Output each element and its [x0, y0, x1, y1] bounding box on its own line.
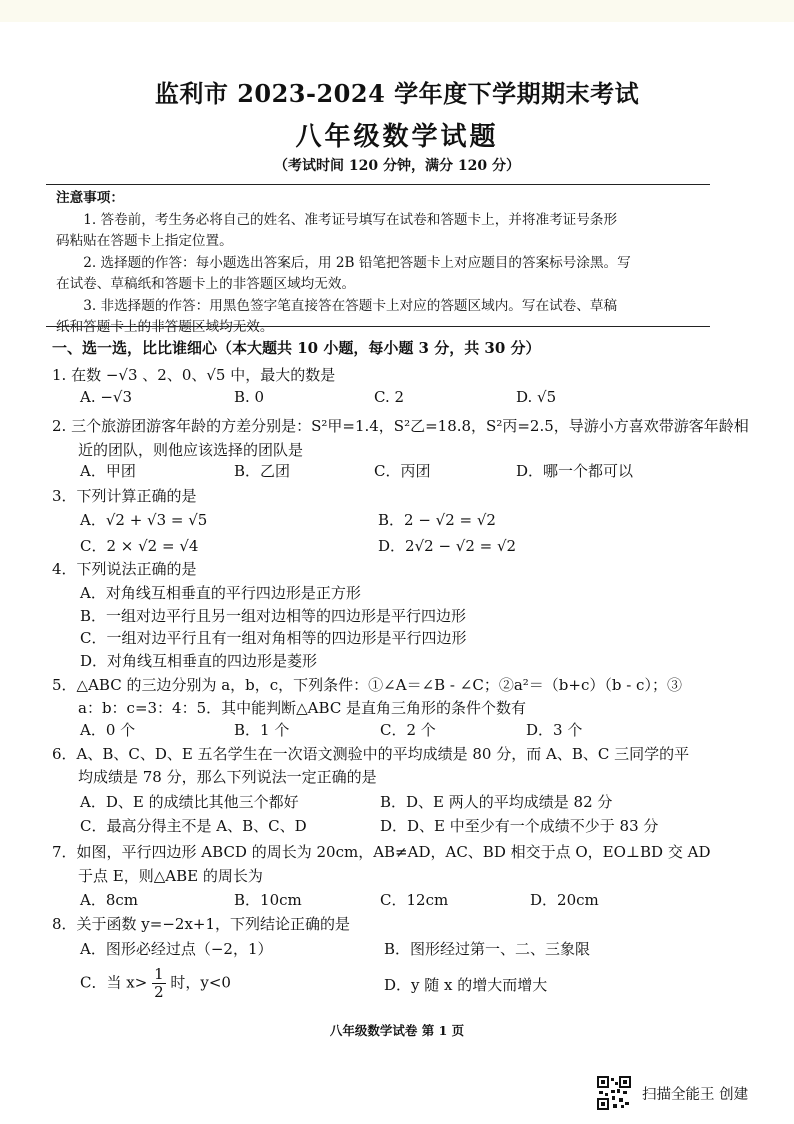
- q8-option-c-suffix: 时，y<0: [170, 973, 231, 992]
- note-2b: 在试卷、草稿纸和答题卡上的非答题区域均无效。: [56, 276, 356, 292]
- q6-option-d: D．D、E 中至少有一个成绩不少于 83 分: [380, 817, 659, 835]
- q3-option-c: C．2 × √2 = √4: [80, 537, 199, 555]
- q2-option-c: C．丙团: [374, 462, 431, 480]
- q4-option-d: D．对角线互相垂直的四边形是菱形: [80, 652, 318, 670]
- q1-option-d: D. √5: [516, 388, 557, 406]
- q7-stem-1: 7．如图，平行四边形 ABCD 的周长为 20cm，AB≠AD，AC、BD 相交于点 O，EO⊥BD 交 AD: [52, 843, 711, 861]
- q1-stem: 1. 在数 −√3 、2、0、√5 中，最大的数是: [52, 366, 336, 384]
- q4-option-a: A．对角线互相垂直的平行四边形是正方形: [80, 584, 361, 602]
- notes-heading: 注意事项：: [56, 190, 124, 206]
- q4-option-b: B．一组对边平行且另一组对边相等的四边形是平行四边形: [80, 607, 467, 625]
- q2-option-d: D．哪一个都可以: [516, 462, 634, 480]
- notes-top-rule: [46, 184, 710, 185]
- scanner-watermark: 扫描全能王 创建: [642, 1087, 749, 1103]
- exam-subtitle: 八年级数学试题: [295, 122, 499, 152]
- q3-stem: 3．下列计算正确的是: [52, 487, 197, 505]
- qr-code-icon: [597, 1076, 631, 1110]
- q5-option-a: A．0 个: [80, 721, 136, 739]
- section-heading: 一、选一选，比比谁细心（本大题共 10 小题，每小题 3 分，共 30 分）: [52, 339, 541, 357]
- note-1b: 码粘贴在答题卡上指定位置。: [56, 233, 233, 249]
- q8-option-c-prefix: C．当 x>: [80, 973, 148, 992]
- q6-option-a: A．D、E 的成绩比其他三个都好: [80, 793, 299, 811]
- q7-option-d: D．20cm: [530, 891, 599, 909]
- q1-option-c: C. 2: [374, 388, 405, 406]
- note-2a: 2. 选择题的作答：每小题选出答案后，用 2B 铅笔把答题卡上对应题目的答案标号涂黑。写: [83, 254, 631, 271]
- q6-stem-2: 均成绩是 78 分，那么下列说法一定正确的是: [78, 768, 377, 786]
- q8-option-a: A．图形必经过点（−2，1）: [80, 940, 273, 958]
- q5-stem-2: a：b：c=3：4：5．其中能判断△ABC 是直角三角形的条件个数有: [78, 699, 527, 717]
- q1-option-a: A. −√3: [80, 388, 133, 406]
- note-3a: 3. 非选择题的作答：用黑色签字笔直接答在答题卡上对应的答题区域内。写在试卷、草稿: [83, 297, 618, 314]
- q4-stem: 4．下列说法正确的是: [52, 560, 197, 578]
- q5-option-d: D．3 个: [526, 721, 583, 739]
- q7-option-c: C．12cm: [380, 891, 449, 909]
- q8-fraction: [152, 966, 166, 1001]
- note-1a: 1. 答卷前，考生务必将自己的姓名、准考证号填写在试卷和答题卡上，并将准考证号条形: [83, 211, 618, 228]
- q8-fraction-numerator: 1: [154, 965, 164, 983]
- q7-stem-2: 于点 E，则△ABE 的周长为: [78, 867, 263, 885]
- q7-option-b: B．10cm: [234, 891, 302, 909]
- q8-option-d: D．y 随 x 的增大而增大: [384, 976, 548, 994]
- q6-option-b: B．D、E 两人的平均成绩是 82 分: [380, 793, 613, 811]
- q5-option-c: C．2 个: [380, 721, 436, 739]
- q5-stem-1: 5．△ABC 的三边分别为 a，b，c，下列条件：①∠A＝∠B - ∠C；②a²＝（b+c）（b - c）；③: [52, 676, 682, 694]
- scan-top-band: [0, 0, 794, 22]
- q8-fraction-denominator: 2: [154, 983, 164, 1001]
- q7-option-a: A．8cm: [80, 891, 139, 909]
- q6-stem-1: 6．A、B、C、D、E 五名学生在一次语文测验中的平均成绩是 80 分，而 A、B、C 三同学的平: [52, 745, 690, 763]
- q4-option-c: C．一组对边平行且有一组对角相等的四边形是平行四边形: [80, 629, 467, 647]
- q8-option-c: [80, 966, 231, 1001]
- q2-stem-2: 近的团队，则他应该选择的团队是: [78, 441, 304, 459]
- q3-option-b: B．2 − √2 = √2: [378, 511, 496, 529]
- q8-option-b: B．图形经过第一、二、三象限: [384, 940, 591, 958]
- page-footer: 八年级数学试卷 第 1 页: [329, 1023, 465, 1038]
- q1-option-b: B. 0: [234, 388, 265, 406]
- q2-option-b: B．乙团: [234, 462, 291, 480]
- notes-block: [56, 188, 706, 339]
- q3-option-d: D．2√2 − √2 = √2: [378, 537, 517, 555]
- notes-bottom-rule: [46, 326, 710, 327]
- exam-title: 监利市 2023-2024 学年度下学期期末考试: [154, 79, 640, 108]
- q2-stem-1: 2. 三个旅游团游客年龄的方差分别是：S²甲=1.4，S²乙=18.8，S²丙=2.5，导游小方喜欢带游客年龄相: [52, 417, 749, 435]
- exam-time-note: （考试时间 120 分钟，满分 120 分）: [274, 158, 520, 174]
- q6-option-c: C．最高分得主不是 A、B、C、D: [80, 817, 307, 835]
- q8-stem: 8．关于函数 y=−2x+1，下列结论正确的是: [52, 915, 351, 933]
- note-3b: 纸和答题卡上的非答题区域均无效。: [56, 319, 274, 335]
- q5-option-b: B．1 个: [234, 721, 290, 739]
- q3-option-a: A．√2 + √3 = √5: [80, 511, 208, 529]
- q2-option-a: A．甲团: [80, 462, 136, 480]
